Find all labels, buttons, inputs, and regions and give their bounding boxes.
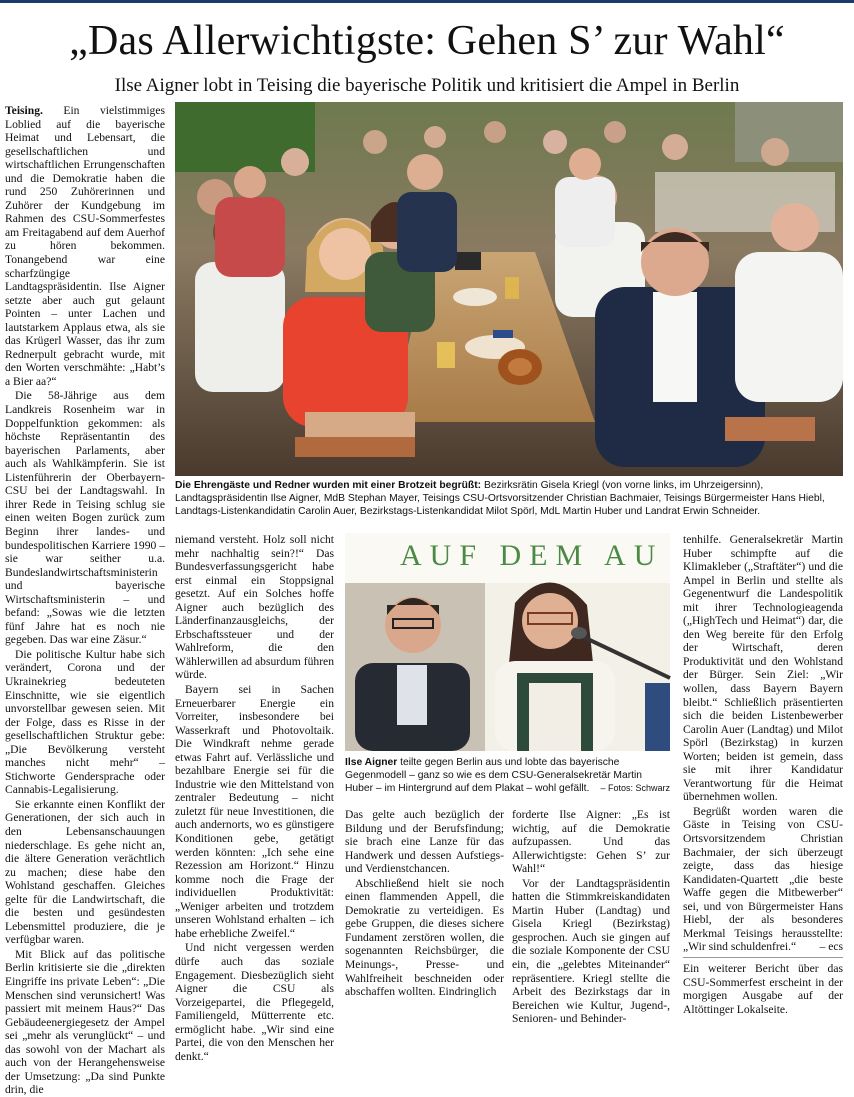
paragraph: Die politische Kultur habe sich verändert, Corona und der Ukrainekrieg bedeuteten Einschnitte, wie sie eigentlich unvorstellbar gewesen seien. Mit der Folge, dass es Risse in der gesellschaftlichen Struktur gebe: „Die Bevölkerung versteht manches nicht mehr“ – Stichworte Gendersprache oder Cannabis-Legalisierung. <box>5 647 165 797</box>
article-headline: „Das Allerwichtigste: Gehen S’ zur Wahl“ <box>69 18 785 64</box>
paragraph: Die 58-Jährige aus dem Landkreis Rosenheim war in Doppelfunktion gekommen: als höchste Repräsentantin des bayerischen Parlaments, aber auch als Wahlkämpferin. Sie ist Listenführerin der Oberbayern-CSU bei der Landtagswahl. In ihrer Rede in Teising schlug sie einen weiten Bogen zurück zum Beginn ihrer landes- und bundespolitischen Karriere 1990 – sie war seither u.a. Bundeslandwirtschaftsministerin und bayerische Wirtschaftsministerin – und befand: „Sowas wie die letzten fünf Jahre hat es noch nie gegeben. Das war eine Zäsur.“ <box>5 389 166 647</box>
photo-scene <box>175 102 843 476</box>
second-photo-aigner-speech <box>345 533 670 751</box>
paragraph-text: Begrüßt worden waren die Gäste in Teising von CSU-Ortsvorsitzendem Christian Bachmaier, der sich überzeugt zeigte, dass das hiesige Kandidaten-Quartett „die beste Waffe gegen die Mitbewerber“ sei, und von Bürgermeister Hans Hiebl, der als besonderes Merkmal Teisings herausstellte: „Wir sind schuldenfrei.“ <box>683 804 843 954</box>
paragraph: tenhilfe. Generalsekretär Martin Huber schimpfte auf die Klimakleber („Straftäter“) und die Ampel in Berlin und stellte als Gegenentwurf die Landespolitik mit ihrer Technologieagenda („HighTech und Heimat“) dar, die den Weg bereite für den Erfolg der Wirtschaft, deren Produktivität und den Wohlstand der Bürger. Sein Ziel: „Wir wollen, dass Bayern Bayern bleibt.“ Schließlich präsentierten sich die beiden Listenbewerber Carolin Auer (Landtag) und Milot Spörl (Bezirkstag) in kurzen Worten; beiden ist gemein, dass sie mit ihrer Kandidatur Verantwortung für die Heimat übernehmen wollen. <box>683 533 843 804</box>
paragraph: Sie erkannte einen Konflikt der Generationen, der sich auch in den Lebensanschauungen niederschlage. Es gehe nicht an, die ältere Generation verächtlich zu machen; diese habe den Wohlstand geschaffen. Gleiches gelte für die Landwirtschaft, die die besten und gesündesten Lebensmittel produziere, die je verfügbar waren. <box>5 797 165 947</box>
paragraph: Bayern sei in Sachen Erneuerbarer Energie ein Vorreiter, insbesondere bei Wasserkraft und Photovoltaik. Die Windkraft nehme gerade etwas Fahrt auf. Verlässliche und bezahlbare Energie sei für die Industrie wie den Mittelstand von zentraler Bedeutung – nicht zuletzt für neue Investitionen, die auch andernorts, wo es günstigere Konditionen gebe, getätigt werden könnten: „Ich sehe eine Rezession am Horizont.“ Hinzu komme noch die Frage der individuellen Produktivität: „Weniger arbeiten und trotzdem unseren Wohlstand erhalten – ich habe erhebliche Zweifel.“ <box>175 683 334 940</box>
second-photo-caption <box>345 756 670 795</box>
paragraph <box>683 805 843 954</box>
paragraph-text: Ein vielstimmiges Loblied auf die bayerische Heimat und Lebensart, die gesellschaftlichen und wirtschaftlichen Errungenschaften und die Demokratie haben die rund 250 Zuhörerinnen und Zuhörer der Kundgebung im Rahmen des CSU-Sommerfestes am Freitagabend auf dem Auerhof zu hören bekommen. Tonangebend war eine scharfzüngige Landtagspräsidentin. Ilse Aigner setzte aber auch gut gelaunt Pointen – unter Lachen und lautstarkem Applaus etwa, als sie das Krügerl Wasser, das ihr zum Rednerpult gebracht wurde, mit den Worten verschmähte: „Habt’s a Bier aa?“ <box>5 104 165 388</box>
dateline: Teising. <box>5 104 43 117</box>
paragraph: Mit Blick auf das politische Berlin kritisierte sie die „direkten Eingriffe ins private Leben“: „Die Menschen sind verunsichert! Was passiert mit meinem Haus?“ Das Gebäudeenergiegesetz der Ampel sei „mehr als verunglückt“ – und das sowohl von der Machart als auch von der Herangehensweise der Umsetzung: „Da sind Punkte drin, die <box>5 947 165 1097</box>
caption-lead: Ilse Aigner <box>345 757 398 768</box>
banner-text: AUF DEM AU <box>400 539 664 572</box>
caption-text: teilte gegen Berlin aus und lobte das bayerische Gegenmodell – ganz so wie es dem CSU-Generalsekretär Martin Huber – im Hintergrund auf dem Plakat – wohl gefällt. <box>345 757 643 794</box>
caption-text: Bezirksrätin Gisela Kriegl (von vorne links, im Uhrzeigersinn), Landtagspräsidentin Ilse Aigner, MdB Stephan Mayer, Teisings CSU-Ortsvorsitzender Christian Bachmaier, Teisings Bürgermeister Hans Hiebl, Landtags-Listenkandidatin Carolin Auer, Bezirkstags-Listenkandidat Milot Spörl, MdL Martin Huber und Landrat Erwin Schneider. <box>175 480 825 517</box>
photo-credit: – Fotos: Schwarz <box>600 783 670 793</box>
paragraph: Vor der Landtagspräsidentin hatten die Stimmkreiskandidaten Martin Huber (Landtag) und Gisela Kriegl (Bezirkstag) gesprochen. Auch sie gingen auf die soziale Komponente der CSU ein, die „gelebtes Miteinander“ repräsentiere. Kriegl stellte die Arbeit des Bezirkstags dar in Bereichen wie Kultur, Jugend-, Senioren- und Behinder- <box>512 876 670 1026</box>
note-separator <box>683 957 843 958</box>
article-subheadline: Ilse Aigner lobt in Teising die bayerische Politik und kritisiert die Ampel in Berlin <box>114 75 740 96</box>
related-report-note <box>683 962 843 1020</box>
article-column-1 <box>5 104 166 1097</box>
paragraph: Ein weiterer Bericht über das CSU-Sommerfest erscheint in der morgigen Ausgabe auf der Altöttinger Lokalseite. <box>683 962 843 1016</box>
paragraph <box>5 104 165 388</box>
article-column-4 <box>512 808 670 1026</box>
article-column-2 <box>175 533 334 1063</box>
article-column-3 <box>345 808 504 1019</box>
article-column-5 <box>683 533 843 953</box>
main-photo-caption <box>175 479 843 518</box>
main-photo-brotzeit <box>175 102 843 476</box>
paragraph: Abschließend hielt sie noch einen flammenden Appell, die Demokratie zu verteidigen. Es gebe Gruppen, die dieses sichere Fundament zerstören wollen, die sogenannten Reichsbürger, die Meinungs-, Presse- und Wahlfreiheit beschneiden oder abschaffen wollten. Eindringlich <box>345 876 504 999</box>
top-rule <box>0 0 854 3</box>
paragraph: forderte Ilse Aigner: „Es ist wichtig, auf die Demokratie aufzupassen. Und das Allerwichtigste: Gehen S’ zur Wahl!“ <box>512 808 670 876</box>
photo-scene <box>345 533 670 751</box>
caption-lead: Die Ehrengäste und Redner wurden mit einer Brotzeit begrüßt: <box>175 480 482 491</box>
paragraph: Und nicht vergessen werden dürfe auch das soziale Engagement. Diesbezüglich sieht Aigner die CSU als Vorzeigepartei, die Pflegegeld, Familiengeld, Mütterrente etc. ermöglicht habe. „Wir sind eine Partei, die von den Menschen her denkt.“ <box>175 941 334 1063</box>
paragraph: Das gelte auch bezüglich der Bildung und der Berufsfindung; sie brach eine Lanze für das Handwerk und dessen Aufstiegs- und Verdienstchancen. <box>345 808 504 876</box>
paragraph: niemand versteht. Holz soll nicht mehr nachhaltig sein?!“ Das Bundesverfassungsgericht habe erst einmal ein Stoppsignal gesetzt. Auf ein Solches hoffe Aigner auch bezüglich des Länderfinanzausgleichs, der Erbschaftssteuer und der Wahlreform, die den Wählerwillen ad absurdum führen würde. <box>175 533 334 682</box>
author-signature: – ecs <box>819 940 843 954</box>
